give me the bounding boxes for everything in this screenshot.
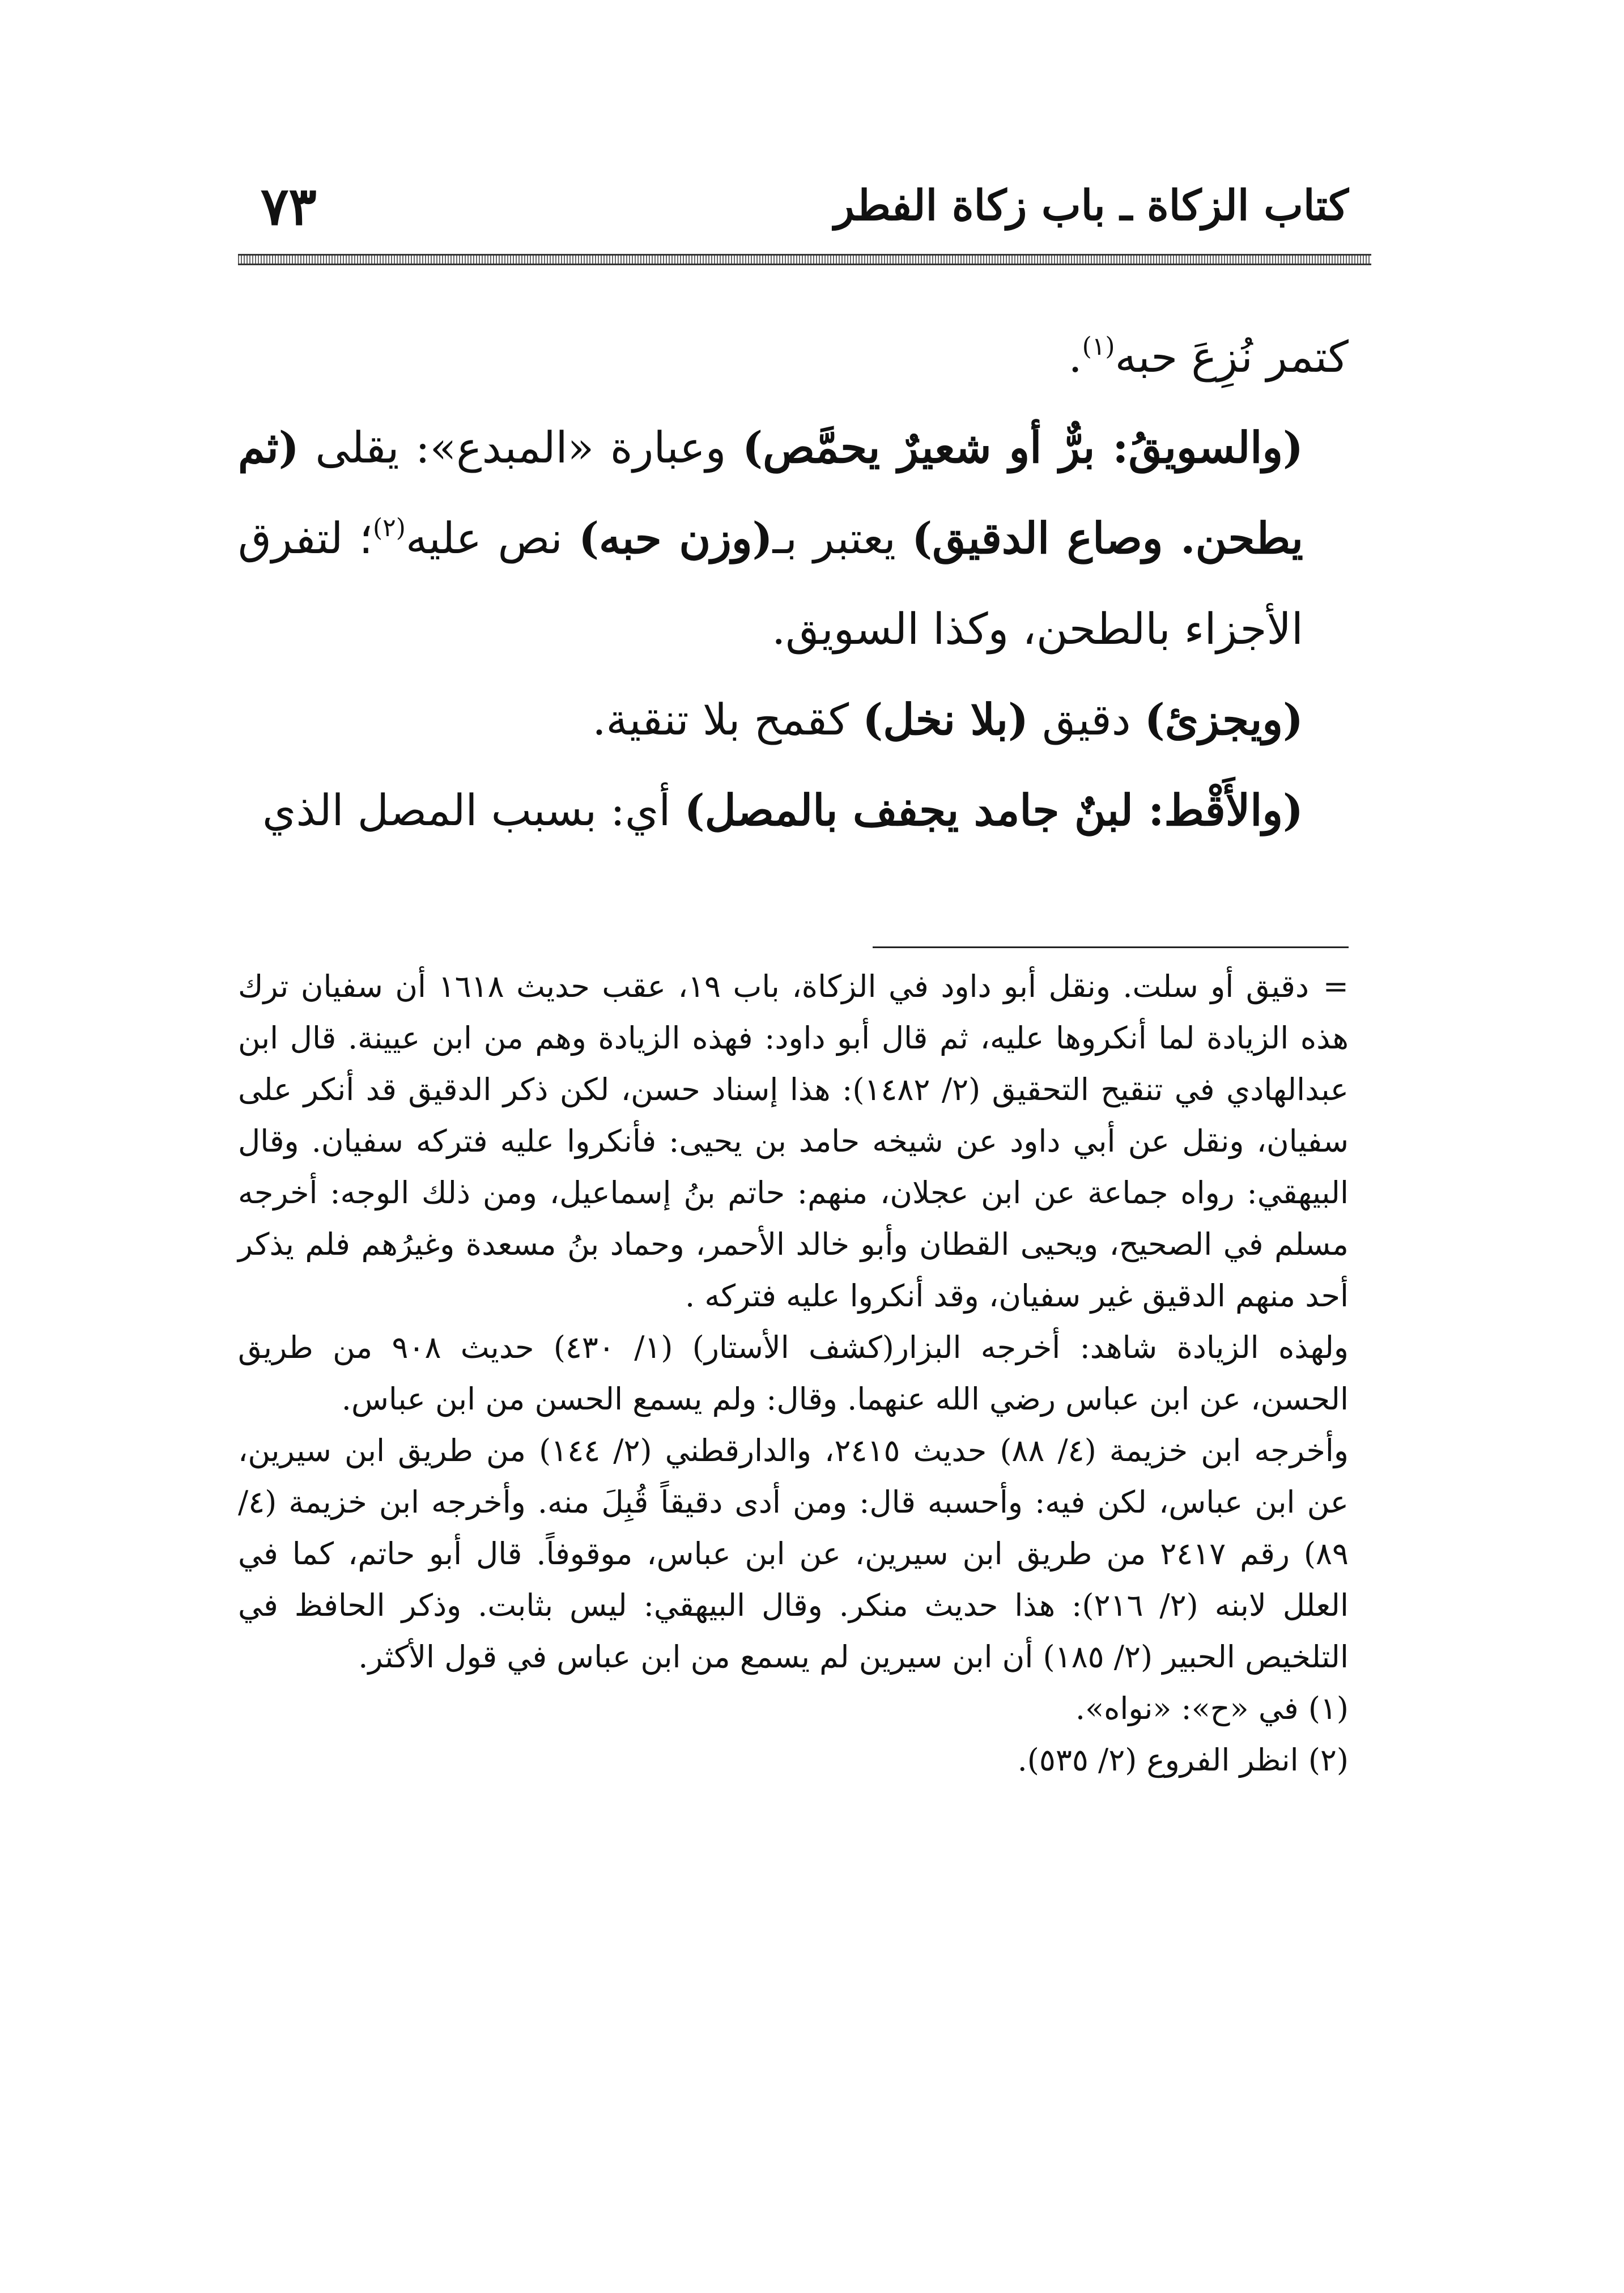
footnote-ref-1[interactable]: (١) <box>1082 332 1115 361</box>
footnote-paragraph-1: دقيق أو سلت. ونقل أبو داود في الزكاة، باب ١٩، عقب حديث ١٦١٨ أن سفيان ترك هذه الزيادة لما أنكروها عليه، ثم قال أبو داود: فهذه الزيادة وهم من ابن عيينة. قال ابن عبدالهادي في تنقيح التحقيق (٢/ ١٤٨٢): هذا إسناد حسن، لكن ذكر الدقيق قد أنكر على سفيان، ونقل عن أبي داود عن شيخه حامد بن يحيى: فأنكروا عليه فتركه سفيان. وقال البيهقي: رواه جماعة عن ابن عجلان، منهم: حاتم بنُ إسماعيل، ومن ذلك الوجه: أخرجه مسلم في الصحيح، ويحيى القطان وأبو خالد الأحمر، وحماد بنُ مسعدة وغيرُهم فلم يذكر أحد منهم الدقيق غير سفيان، وقد أنكروا عليه فتركه . <box>238 969 1349 1314</box>
p2-bold-2: (ثم يطحن. وصاع الدقيق) <box>238 422 1303 563</box>
page-header <box>227 170 1371 249</box>
footnote-ref-2[interactable]: (٢) <box>372 513 406 542</box>
p4-bold-1: (والأَقْط: لبنٌ جامد يجفف بالمصل) <box>684 785 1303 835</box>
p3-bold-2: (بلا نخل) <box>862 694 1028 745</box>
continuation-mark: = <box>1323 969 1349 1004</box>
footnote-1 <box>238 1683 1349 1734</box>
running-title: كتاب الزكاة ـ باب زكاة الفطر <box>834 181 1349 230</box>
p2-text-3: نص عليه <box>405 513 579 563</box>
header-rule <box>238 254 1371 265</box>
footnote-continued-paragraph <box>238 961 1349 1322</box>
footnote-2-text: انظر الفروع (٢/ ٥٣٥). <box>1017 1742 1308 1778</box>
p1-text: كتمر نُزِعَ حبه <box>1115 332 1349 382</box>
paragraph-3 <box>238 674 1349 765</box>
footnote-2-number: (٢) <box>1308 1742 1349 1778</box>
paragraph-4 <box>238 765 1349 856</box>
footnotes <box>238 961 1349 1786</box>
p2-bold-3: (وزن حبه) <box>579 513 773 563</box>
footnote-separator <box>873 946 1349 948</box>
p4-text-1: أي: بسبب المصل الذي <box>262 785 685 835</box>
page-number: ٧٣ <box>261 176 317 237</box>
p2-text-2: يعتبر بـ <box>772 513 912 563</box>
main-text <box>238 312 1349 856</box>
p1-end: . <box>1068 332 1082 382</box>
footnote-1-text: في «ح»: «نواه». <box>1075 1691 1308 1726</box>
p2-text-4: ؛ لتفرق الأجزاء بالطحن، وكذا السويق. <box>238 513 1303 654</box>
paragraph-2 <box>238 402 1349 674</box>
footnote-paragraph-3: وأخرجه ابن خزيمة (٤/ ٨٨) حديث ٢٤١٥، والدارقطني (٢/ ١٤٤) من طريق ابن سيرين، عن ابن عباس، لكن فيه: وأحسبه قال: ومن أدى دقيقاً قُبِلَ منه. وأخرجه ابن خزيمة (٤/ ٨٩) رقم ٢٤١٧ من طريق ابن سيرين، عن ابن عباس، موقوفاً. قال أبو حاتم، كما في العلل لابنه (٢/ ٢١٦): هذا حديث منكر. وقال البيهقي: ليس بثابت. وذكر الحافظ في التلخيص الحبير (٢/ ١٨٥) أن ابن سيرين لم يسمع من ابن عباس في قول الأكثر. <box>238 1433 1349 1675</box>
p2-text-1: وعبارة «المبدع»: يقلى <box>299 422 743 473</box>
book-page <box>227 170 1371 2210</box>
footnote-1-number: (١) <box>1308 1691 1349 1726</box>
p3-bold-1: (ويجزئ) <box>1144 694 1303 745</box>
footnote-paragraph-2: ولهذه الزيادة شاهد: أخرجه البزار(كشف الأستار) (١/ ٤٣٠) حديث ٩٠٨ من طريق الحسن، عن ابن عباس رضي الله عنهما. وقال: ولم يسمع الحسن من ابن عباس. <box>238 1330 1349 1417</box>
p3-text-1: دقيق <box>1028 694 1145 745</box>
paragraph-1 <box>238 312 1349 402</box>
footnote-2 <box>238 1734 1349 1786</box>
p3-text-2: كقمح بلا تنقية. <box>592 694 863 745</box>
p2-bold-1: (والسويقُ: برٌّ أو شعيرٌ يحمَّص) <box>742 422 1303 473</box>
